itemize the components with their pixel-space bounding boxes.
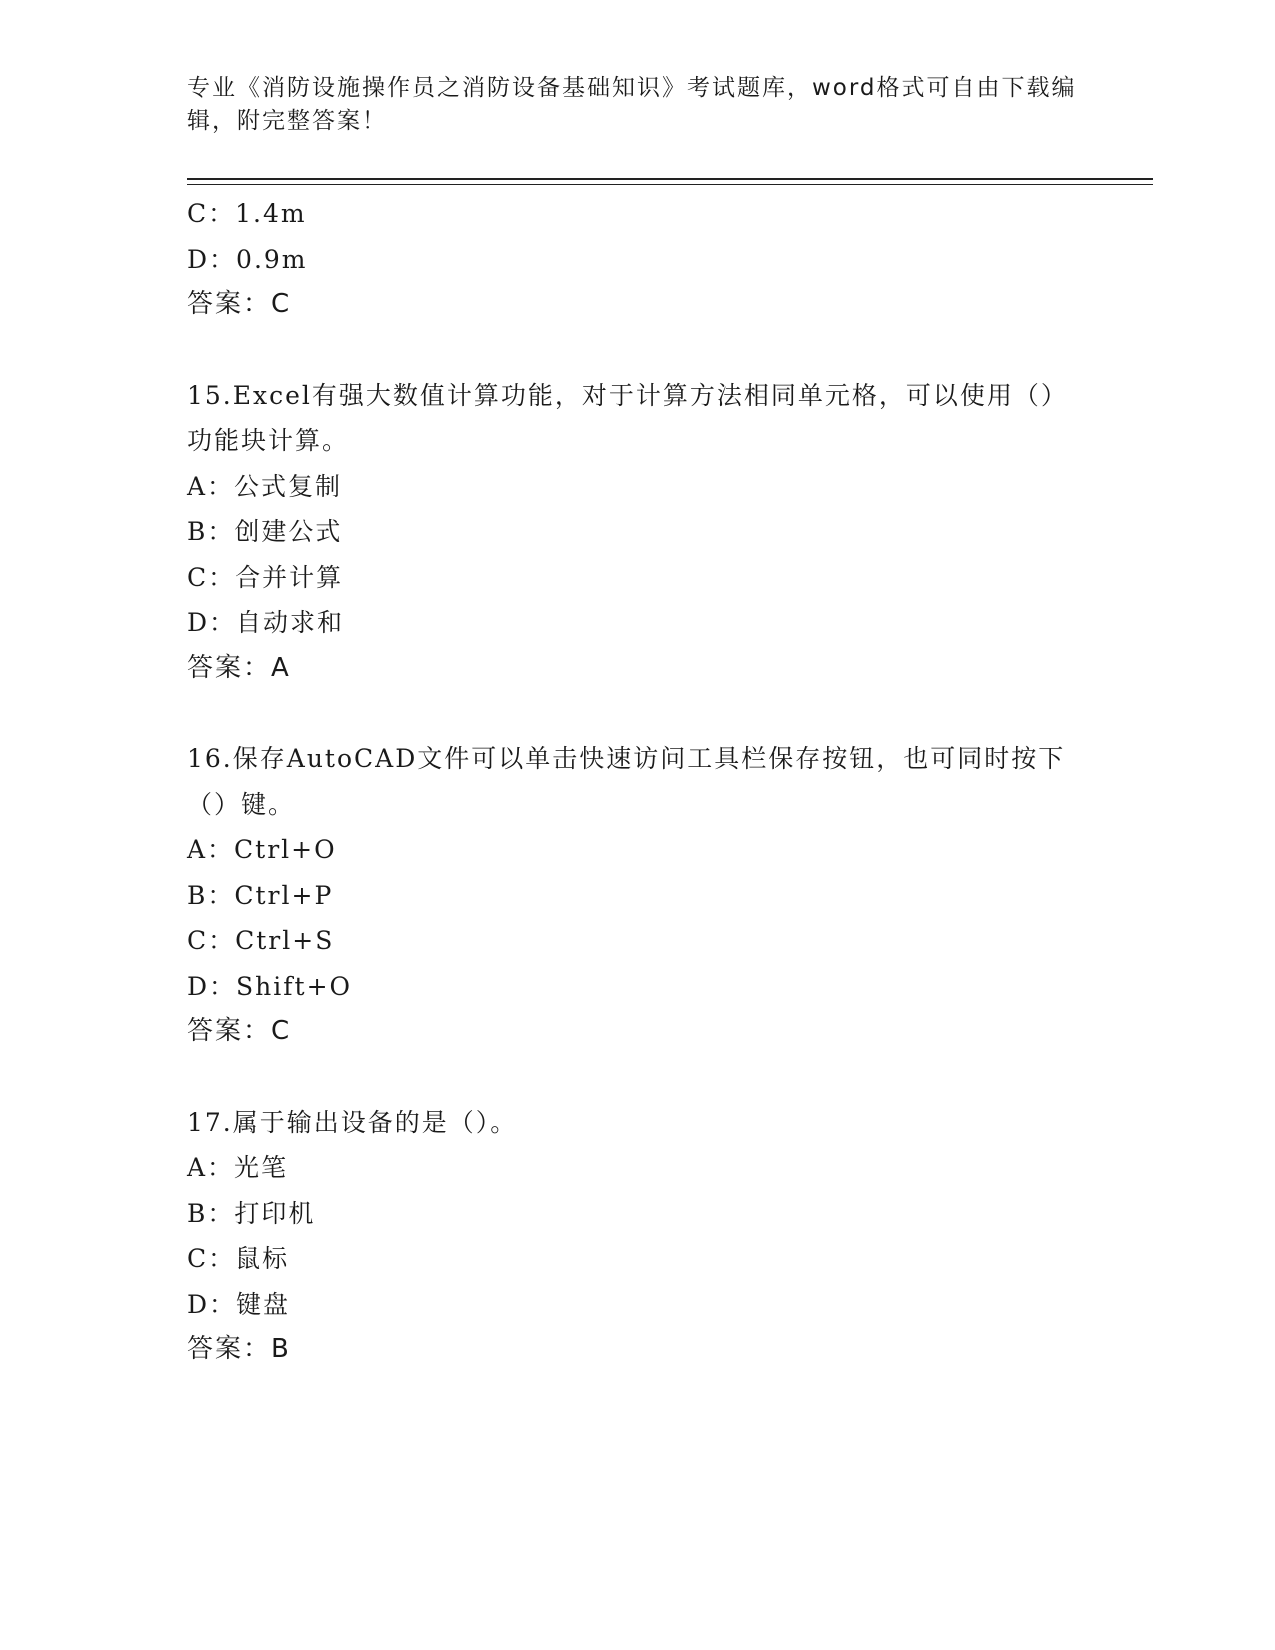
page-header: 专业《消防设施操作员之消防设备基础知识》考试题库，word格式可自由下载编辑，附完整答案！ [187, 75, 1077, 134]
option-a: A：光笔 [187, 1153, 289, 1182]
option-a: A：Ctrl+O [187, 835, 337, 864]
option-b: B：打印机 [187, 1198, 316, 1228]
question-stem: 16.保存AutoCAD文件可以单击快速访问工具栏保存按钮，也可同时按下（）键。 [187, 744, 1066, 819]
answer: 答案：B [187, 1334, 291, 1364]
header-divider [187, 178, 1153, 180]
answer: 答案：A [187, 652, 291, 683]
question-17 [187, 1100, 1087, 1373]
question-16 [187, 736, 1087, 1055]
option-d: D：键盘 [187, 1289, 291, 1319]
answer: 答案：C [187, 289, 292, 319]
question-14-continued [187, 191, 1087, 328]
question-stem: 17.属于输出设备的是（）。 [187, 1107, 518, 1137]
question-15 [187, 373, 1087, 692]
option-b: B：Ctrl+P [187, 880, 334, 910]
option-c: C：1.4m [187, 199, 307, 228]
option-d: D：自动求和 [187, 608, 345, 637]
option-b: B：创建公式 [187, 517, 343, 546]
question-stem: 15.Excel有强大数值计算功能，对于计算方法相同单元格，可以使用（）功能块计算。 [187, 380, 1068, 455]
option-d: D：Shift+O [187, 971, 353, 1001]
option-c: C：鼠标 [187, 1244, 290, 1273]
header-divider-thin [187, 184, 1153, 185]
option-d: D：0.9m [187, 244, 308, 274]
question-list [187, 191, 1087, 1373]
answer: 答案：C [187, 1016, 292, 1046]
option-c: C：Ctrl+S [187, 926, 335, 955]
option-a: A：公式复制 [187, 471, 343, 501]
option-c: C：合并计算 [187, 562, 344, 592]
